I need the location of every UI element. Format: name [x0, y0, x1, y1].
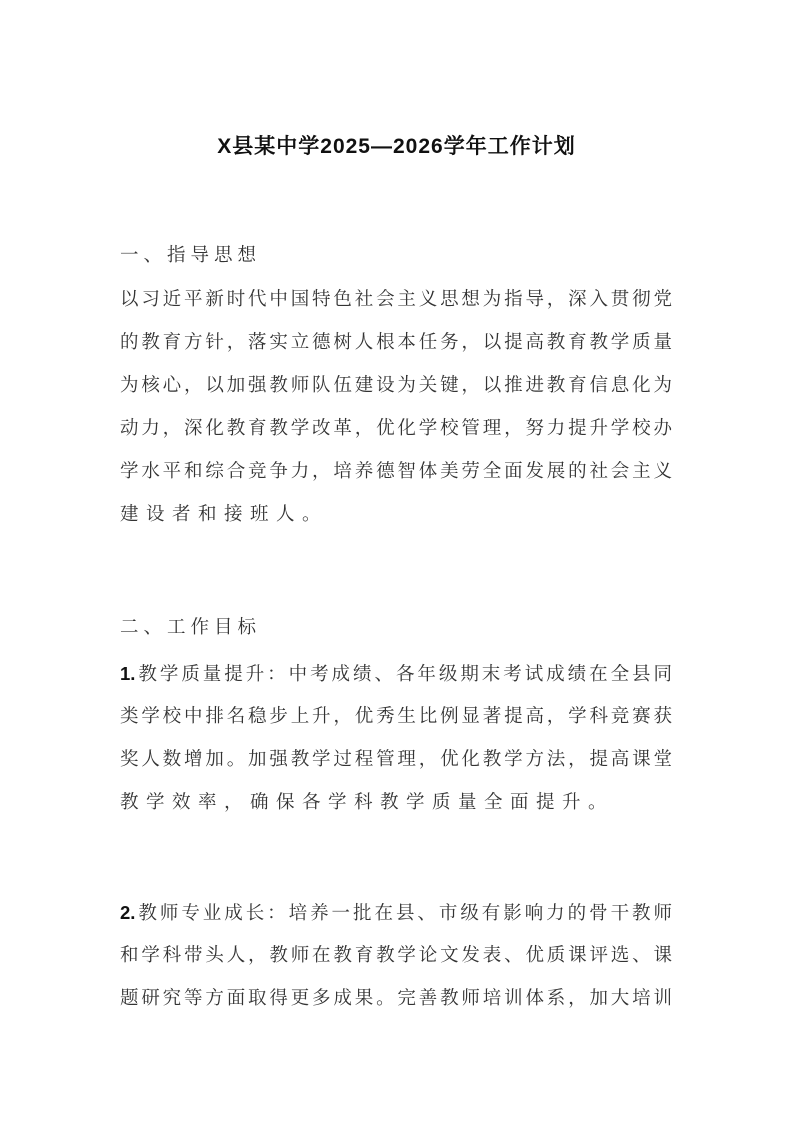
paragraph-line: 动力，深化教育教学改革，优化学校管理，努力提升学校办 — [120, 418, 672, 439]
list-item-text: 教师专业成长：培养一批在县、市级有影响力的骨干教师 — [135, 903, 672, 924]
paragraph-line: 以习近平新时代中国特色社会主义思想为指导，深入贯彻党 — [120, 289, 672, 310]
list-item-line — [120, 899, 672, 927]
section-heading: 一、指导思想 — [120, 245, 262, 266]
document-title: X县某中学2025—2026学年工作计划 — [217, 135, 576, 158]
list-item-line: 题研究等方面取得更多成果。完善教师培训体系，加大培训 — [120, 988, 672, 1009]
list-item-number: 1. — [120, 663, 136, 684]
list-item-line: 和学科带头人，教师在教育教学论文发表、优质课评选、课 — [120, 945, 672, 966]
section-heading: 二、工作目标 — [120, 617, 262, 638]
list-item-line: 奖人数增加。加强教学过程管理，优化教学方法，提高课堂 — [120, 749, 672, 770]
paragraph-line: 的教育方针，落实立德树人根本任务，以提高教育教学质量 — [120, 332, 672, 353]
paragraph-line: 建设者和接班人。 — [120, 504, 329, 525]
list-item-line: 教学效率，确保各学科教学质量全面提升。 — [120, 792, 615, 813]
paragraph-line: 为核心，以加强教师队伍建设为关键，以推进教育信息化为 — [120, 375, 672, 396]
list-item-line — [120, 660, 672, 688]
list-item-text: 教学质量提升：中考成绩、各年级期末考试成绩在全县同 — [135, 664, 672, 685]
list-item-number: 2. — [120, 902, 136, 923]
list-item-line: 类学校中排名稳步上升，优秀生比例显著提高，学科竞赛获 — [120, 706, 672, 727]
paragraph-line: 学水平和综合竞争力，培养德智体美劳全面发展的社会主义 — [120, 461, 672, 482]
